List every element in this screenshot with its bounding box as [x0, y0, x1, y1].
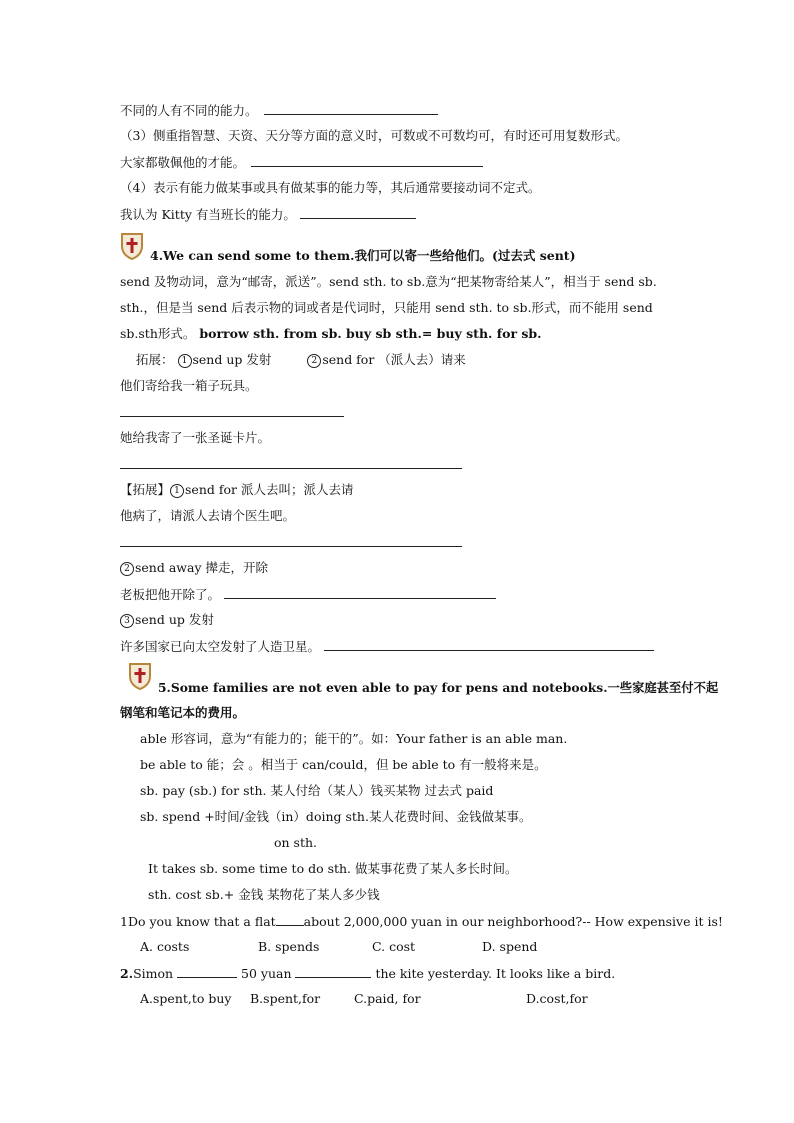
shield-cross-icon — [128, 662, 152, 690]
question-1 — [120, 913, 723, 930]
answer-line[interactable] — [120, 546, 462, 547]
s4-text: 老板把他开除了。 — [120, 587, 221, 602]
answer-blank[interactable] — [224, 586, 496, 599]
send-up — [120, 612, 214, 628]
ext2 — [120, 482, 353, 498]
p3 — [120, 326, 542, 342]
note-pay: sb. pay (sb.) for sth. 某人付给（某人）钱买某物 过去式 paid — [140, 783, 494, 798]
ext1-item2: send for （派人去）请来 — [322, 352, 466, 367]
s5 — [120, 638, 654, 655]
answer-blank[interactable] — [264, 102, 438, 115]
q2-pre: Simon — [133, 966, 178, 981]
s1: 他们寄给我一箱子玩具。 — [120, 378, 258, 393]
answer-blank[interactable] — [295, 965, 371, 978]
circle-number: 1 — [178, 354, 192, 368]
ext1-item1: send up 发射 — [192, 352, 272, 367]
answer-blank[interactable] — [300, 206, 416, 219]
q1-option-b[interactable]: B. spends — [258, 939, 320, 954]
q2-post: the kite yesterday. It looks like a bird. — [371, 966, 616, 981]
circle-number: 1 — [170, 484, 184, 498]
note-be-able: be able to 能；会 。相当于 can/could，但 be able to 有一般将来是。 — [140, 757, 547, 772]
q1-option-d[interactable]: D. spend — [482, 939, 538, 954]
answer-line[interactable] — [120, 468, 462, 469]
ext2-item: send for 派人去叫；派人去请 — [185, 482, 354, 497]
s3: 他病了，请派人去请个医生吧。 — [120, 508, 296, 523]
question-2 — [120, 965, 615, 982]
q1-option-a[interactable]: A. costs — [140, 939, 190, 954]
l1-text: 不同的人有不同的能力。 — [120, 103, 258, 118]
send-up-text: send up 发射 — [135, 612, 214, 627]
section-5-heading-cont: 钢笔和笔记本的费用。 — [120, 705, 246, 720]
l5-text: 我认为 Kitty 有当班长的能力。 — [120, 207, 296, 222]
l1 — [120, 102, 438, 119]
note-takes: It takes sb. some time to do sth. 做某事花费了某人多长时间。 — [148, 861, 518, 876]
circle-number: 2 — [120, 562, 134, 576]
ext1 — [136, 352, 466, 368]
ext1-label: 拓展： — [136, 352, 174, 367]
send-away-text: send away 撵走，开除 — [135, 560, 268, 575]
q2-option-a[interactable]: A.spent,to buy — [140, 991, 232, 1006]
l3-text: 大家都敬佩他的才能。 — [120, 155, 246, 170]
answer-blank[interactable] — [324, 638, 654, 651]
answer-blank[interactable] — [177, 965, 237, 978]
q1-option-c[interactable]: C. cost — [372, 939, 416, 954]
l4: （4）表示有能力做某事或具有做某事的能力等，其后通常要接动词不定式。 — [120, 180, 541, 195]
answer-blank[interactable] — [251, 154, 483, 167]
s5-text: 许多国家已向太空发射了人造卫星。 — [120, 639, 321, 654]
section-4-heading: 4.We can send some to them.我们可以寄一些给他们。(过去式 sent) — [150, 248, 576, 263]
q2-option-d[interactable]: D.cost,for — [526, 991, 588, 1006]
shield-cross-icon — [120, 232, 144, 260]
q2-option-c[interactable]: C.paid, for — [354, 991, 421, 1006]
p2: sth.，但是当 send 后表示物的词或者是代词时，只能用 send sth. to sb.形式，而不能用 send — [120, 300, 653, 315]
note-spend-on: on sth. — [274, 835, 318, 850]
q2-mid: 50 yuan — [237, 966, 296, 981]
circle-number: 3 — [120, 614, 134, 628]
q1-pre: 1Do you know that a flat — [120, 914, 276, 929]
answer-blank[interactable] — [276, 913, 304, 926]
q2-option-b[interactable]: B.spent,for — [250, 991, 321, 1006]
s4 — [120, 586, 496, 603]
l5 — [120, 206, 416, 223]
answer-line[interactable] — [120, 416, 344, 417]
p3-text: sb.sth形式。 — [120, 326, 196, 341]
send-away — [120, 560, 268, 576]
l2: （3）侧重指智慧、天资、天分等方面的意义时，可数或不可数均可，有时还可用复数形式。 — [120, 128, 628, 143]
q1-post: about 2,000,000 yuan in our neighborhood?-- How expensive it is! — [303, 914, 723, 929]
q2-num: 2. — [120, 966, 134, 981]
l3 — [120, 154, 483, 171]
p3-bold: borrow sth. from sb. buy sb sth.= buy sth. for sb. — [199, 326, 542, 341]
note-spend: sb. spend +时间/金钱（in）doing sth.某人花费时间、金钱做某事。 — [140, 809, 532, 824]
circle-number: 2 — [307, 354, 321, 368]
section-5-heading: 5.Some families are not even able to pay for pens and notebooks.一些家庭甚至付不起 — [158, 680, 719, 695]
note-cost: sth. cost sb.+ 金钱 某物花了某人多少钱 — [148, 887, 380, 902]
s2: 她给我寄了一张圣诞卡片。 — [120, 430, 271, 445]
p1: send 及物动词，意为“邮寄，派送”。send sth. to sb.意为“把某物寄给某人”，相当于 send sb. — [120, 274, 657, 289]
note-able: able 形容词，意为“有能力的；能干的”。如：Your father is an able man. — [140, 731, 568, 746]
ext2-label: 【拓展】 — [120, 482, 171, 497]
